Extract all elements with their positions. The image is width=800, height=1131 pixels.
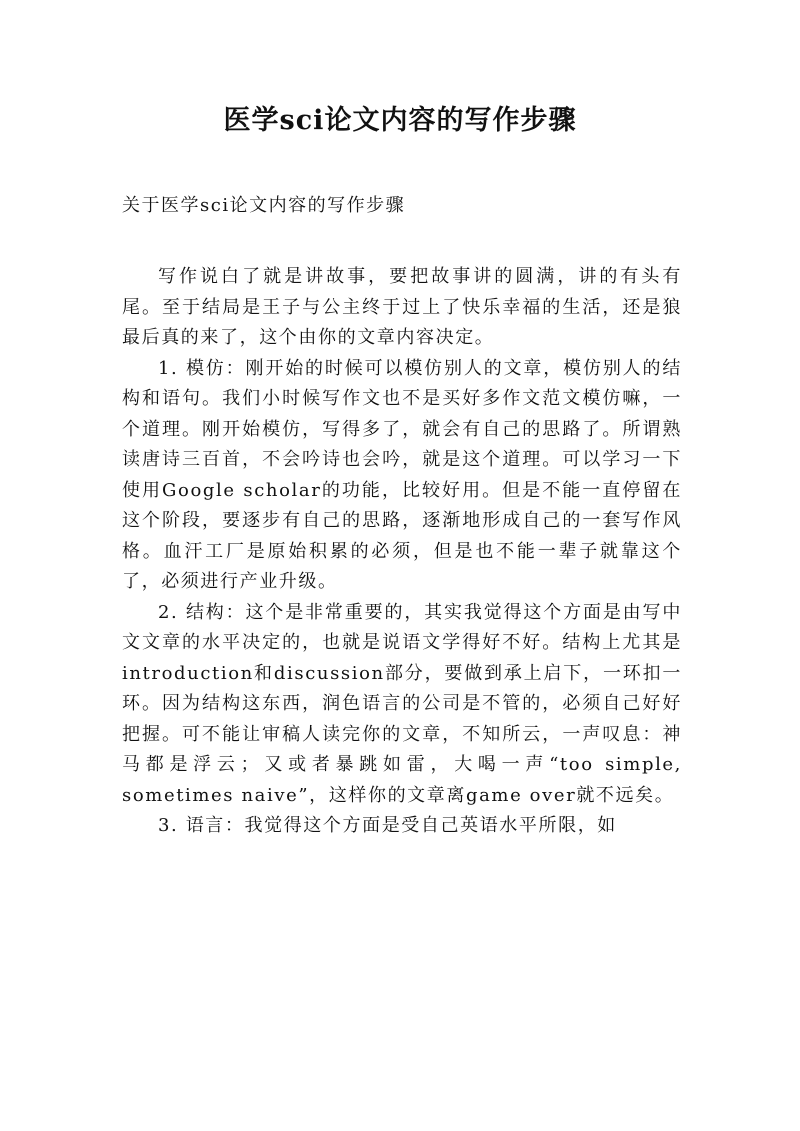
document-body xyxy=(122,262,682,842)
document-title: 医学sci论文内容的写作步骤 xyxy=(223,105,577,136)
document-subtitle: 关于医学sci论文内容的写作步骤 xyxy=(122,195,406,216)
paragraph-intro: 写作说白了就是讲故事，要把故事讲的圆满，讲的有头有尾。至于结局是王子与公主终于过上了快乐幸福的生活，还是狼最后真的来了，这个由你的文章内容决定。 xyxy=(122,266,682,348)
paragraph-structure: 2. 结构：这个是非常重要的，其实我觉得这个方面是由写中文文章的水平决定的，也就是说语文学得好不好。结构上尤其是introduction和discussion部分，要做到承上启下，一环扣一环。因为结构这东西，润色语言的公司是不管的，必须自己好好把握。可不能让审稿人读完你的文章，不知所云，一声叹息：神马都是浮云；又或者暴跳如雷，大喝一声“too simple, sometimes naive”，这样你的文章离game over就不远矣。 xyxy=(122,601,682,806)
paragraph-language: 3. 语言：我觉得这个方面是受自己英语水平所限，如 xyxy=(158,815,617,836)
paragraph-imitation: 1. 模仿：刚开始的时候可以模仿别人的文章，模仿别人的结构和语句。我们小时候写作文也不是买好多作文范文模仿嘛，一个道理。刚开始模仿，写得多了，就会有自己的思路了。所谓熟读唐诗三百首，不会吟诗也会吟，就是这个道理。可以学习一下使用Google scholar的功能，比较好用。但是不能一直停留在这个阶段，要逐步有自己的思路，逐渐地形成自己的一套写作风格。血汗工厂是原始积累的必须，但是也不能一辈子就靠这个了，必须进行产业升级。 xyxy=(122,357,682,592)
